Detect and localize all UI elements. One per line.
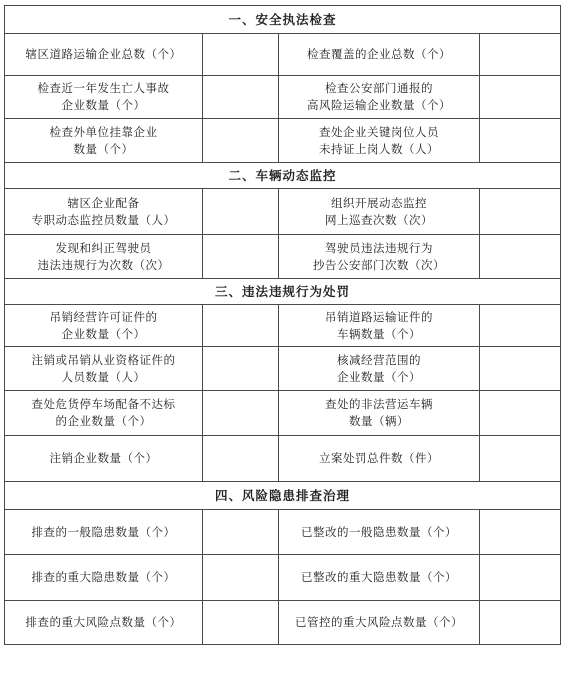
left-value-cell[interactable] xyxy=(203,235,279,279)
right-field-label xyxy=(279,76,480,119)
right-field-label xyxy=(279,305,480,347)
label-line: 车辆数量（个） xyxy=(337,326,421,341)
right-value-cell[interactable] xyxy=(480,34,561,76)
right-value-cell[interactable] xyxy=(480,305,561,347)
left-value-cell[interactable] xyxy=(203,555,279,601)
label-line: 注销企业数量（个） xyxy=(49,451,158,465)
label-line: 排查的一般隐患数量（个） xyxy=(31,524,176,539)
section-title: 三、违法违规行为处罚 xyxy=(5,279,561,305)
right-value-cell[interactable] xyxy=(480,347,561,391)
left-value-cell[interactable] xyxy=(203,305,279,347)
left-value-cell[interactable] xyxy=(203,601,279,645)
label-line: 发现和纠正驾驶员 xyxy=(55,240,152,255)
label-line: 驾驶员违法违规行为 xyxy=(325,240,433,255)
label-line: 已整改的重大隐患数量（个） xyxy=(301,570,457,584)
left-field-label xyxy=(5,305,203,347)
label-line: 检查覆盖的企业总数（个） xyxy=(307,47,451,61)
label-line: 立案处罚总件数（件） xyxy=(319,451,439,465)
right-field-label xyxy=(279,555,480,601)
right-value-cell[interactable] xyxy=(480,555,561,601)
label-line: 企业数量（个） xyxy=(61,326,146,341)
right-field-label xyxy=(279,189,480,235)
section-title: 二、车辆动态监控 xyxy=(5,163,561,189)
label-line: 检查近一年发生亡人事故 xyxy=(37,81,170,95)
label-line: 查处企业关键岗位人员 xyxy=(319,124,439,139)
label-line: 抄告公安部门次数（次） xyxy=(313,257,445,272)
label-line: 检查公安部门通报的 xyxy=(325,81,433,95)
label-line: 的企业数量（个） xyxy=(55,414,152,428)
label-line: 未持证上岗人数（人） xyxy=(319,141,439,156)
label-line: 辖区道路运输企业总数（个） xyxy=(25,47,182,61)
table-row xyxy=(5,235,561,279)
right-value-cell[interactable] xyxy=(480,119,561,163)
left-value-cell[interactable] xyxy=(203,34,279,76)
left-value-cell[interactable] xyxy=(203,76,279,119)
table-row xyxy=(5,391,561,436)
label-line: 组织开展动态监控 xyxy=(331,195,427,210)
right-field-label xyxy=(279,347,480,391)
right-field-label xyxy=(279,235,480,279)
label-line: 查处危货停车场配备不达标 xyxy=(31,397,176,411)
right-value-cell[interactable] xyxy=(480,391,561,436)
label-line: 企业数量（个） xyxy=(61,98,146,112)
label-line: 吊销道路运输证件的 xyxy=(325,309,433,324)
table-row xyxy=(5,555,561,601)
label-line: 违法违规行为次数（次） xyxy=(37,257,170,272)
right-field-label xyxy=(279,34,480,76)
right-value-cell[interactable] xyxy=(480,601,561,645)
table-row xyxy=(5,76,561,119)
left-value-cell[interactable] xyxy=(203,391,279,436)
left-value-cell[interactable] xyxy=(203,119,279,163)
table-row xyxy=(5,34,561,76)
section-title: 四、风险隐患排查治理 xyxy=(5,482,561,510)
label-line: 网上巡查次数（次） xyxy=(325,212,433,227)
left-field-label xyxy=(5,601,203,645)
label-line: 数量（辆） xyxy=(349,414,409,428)
right-field-label xyxy=(279,601,480,645)
table-row xyxy=(5,436,561,482)
left-value-cell[interactable] xyxy=(203,347,279,391)
left-field-label xyxy=(5,436,203,482)
left-field-label xyxy=(5,119,203,163)
left-field-label xyxy=(5,347,203,391)
label-line: 查处的非法营运车辆 xyxy=(325,397,433,411)
right-field-label xyxy=(279,510,480,555)
left-field-label xyxy=(5,510,203,555)
table-row xyxy=(5,510,561,555)
right-value-cell[interactable] xyxy=(480,436,561,482)
label-line: 人员数量（人） xyxy=(61,369,146,384)
label-line: 核减经营范围的 xyxy=(337,352,421,367)
left-field-label xyxy=(5,34,203,76)
right-value-cell[interactable] xyxy=(480,76,561,119)
table-row xyxy=(5,601,561,645)
left-field-label xyxy=(5,76,203,119)
label-line: 已整改的一般隐患数量（个） xyxy=(301,524,457,539)
left-field-label xyxy=(5,189,203,235)
label-line: 排查的重大风险点数量（个） xyxy=(25,615,182,629)
left-value-cell[interactable] xyxy=(203,436,279,482)
statistics-table xyxy=(4,5,561,645)
label-line: 专职动态监控员数量（人） xyxy=(31,212,176,227)
left-field-label xyxy=(5,555,203,601)
left-field-label xyxy=(5,235,203,279)
label-line: 检查外单位挂靠企业 xyxy=(49,124,158,139)
left-field-label xyxy=(5,391,203,436)
label-line: 已管控的重大风险点数量（个） xyxy=(295,615,463,629)
right-value-cell[interactable] xyxy=(480,189,561,235)
left-value-cell[interactable] xyxy=(203,189,279,235)
label-line: 排查的重大隐患数量（个） xyxy=(31,570,176,584)
label-line: 数量（个） xyxy=(73,141,134,156)
label-line: 企业数量（个） xyxy=(337,369,421,384)
right-field-label xyxy=(279,119,480,163)
right-field-label xyxy=(279,436,480,482)
right-value-cell[interactable] xyxy=(480,510,561,555)
label-line: 辖区企业配备 xyxy=(67,195,140,210)
table-row xyxy=(5,119,561,163)
right-value-cell[interactable] xyxy=(480,235,561,279)
label-line: 注销或吊销从业资格证件的 xyxy=(31,352,176,367)
label-line: 吊销经营许可证件的 xyxy=(49,309,158,324)
table-row xyxy=(5,347,561,391)
table-row xyxy=(5,305,561,347)
label-line: 高风险运输企业数量（个） xyxy=(307,98,451,112)
section-title: 一、安全执法检查 xyxy=(5,6,561,34)
right-field-label xyxy=(279,391,480,436)
table-row xyxy=(5,189,561,235)
left-value-cell[interactable] xyxy=(203,510,279,555)
